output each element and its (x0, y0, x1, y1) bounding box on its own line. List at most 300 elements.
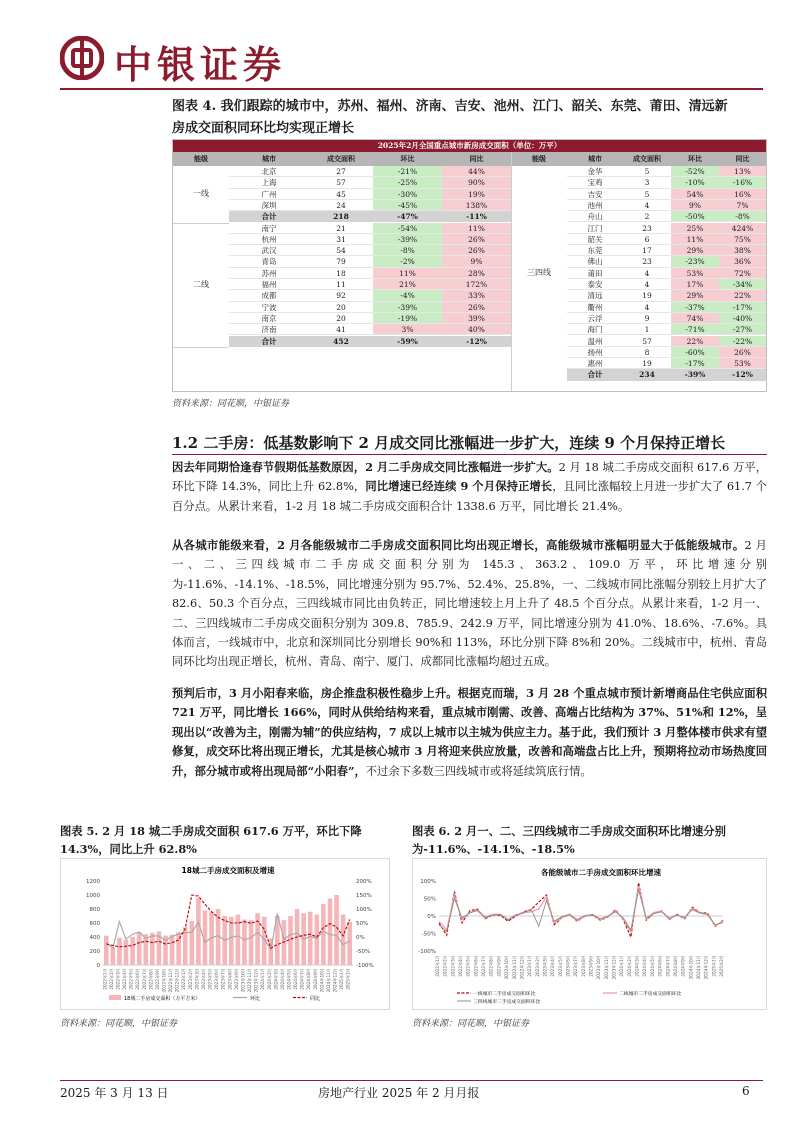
mom-line (106, 914, 349, 950)
x-tick-label: 2024年9月 (680, 955, 686, 977)
bar (249, 920, 254, 965)
table-cell-yoy: 26% (442, 234, 511, 245)
table-cell-city: 衢州 (567, 302, 623, 313)
table-header-cell: 环比 (688, 154, 702, 163)
x-tick-label: 2024年1月 (260, 968, 266, 990)
y-tick-label: 0% (427, 914, 436, 920)
x-tick-label: 2025年2月 (345, 968, 351, 990)
series-line (439, 886, 723, 932)
table-cell-area: 18 (309, 268, 373, 279)
x-tick-label: 2023年1月 (527, 955, 533, 977)
bar (321, 904, 326, 965)
table-header-cell: 能级 (532, 154, 546, 163)
bar (328, 899, 333, 966)
y-tick-label: 1200 (86, 879, 100, 885)
legend-label: 二线城市二手房成交面积环比 (619, 992, 682, 997)
table-cell-area: 17 (623, 245, 671, 256)
y-tick-label: 200 (89, 949, 100, 955)
table-cell-city: 惠州 (567, 358, 623, 369)
table-cell-city: 韶关 (567, 234, 623, 245)
x-tick-label: 2023年2月 (534, 955, 540, 977)
x-tick-label: 2024年5月 (649, 955, 655, 977)
x-tick-label: 2022年2月 (108, 968, 114, 990)
x-tick-label: 2023年3月 (194, 968, 200, 990)
x-tick-label: 2022年10月 (161, 968, 167, 993)
table-cell-city: 成都 (229, 290, 309, 301)
table-cell-city: 深圳 (229, 200, 309, 211)
table-cell-yoy: -12% (466, 336, 487, 346)
figure-6-source: 资料来源：同花顺，中银证券 (412, 1019, 530, 1029)
table-cell-city: 温州 (567, 336, 623, 347)
legend-label: 三四线城市二手房成交面积环比 (473, 1000, 541, 1005)
company-name: 中银证券 (114, 42, 287, 87)
figure-4-title-line2: 房成交面积同环比均实现正增长 (172, 121, 355, 136)
table-cell-area: 92 (309, 290, 373, 301)
x-tick-label: 2022年9月 (496, 955, 502, 977)
table-cell-yoy: 75% (719, 234, 766, 245)
bar (170, 935, 175, 965)
table-cell-area: 3 (623, 177, 671, 188)
table-row (229, 268, 511, 279)
table-cell-mom: -19% (373, 313, 442, 324)
table-row (567, 234, 766, 245)
table-cell-city: 池州 (567, 200, 623, 211)
footer-rule (60, 1080, 763, 1081)
table-cell-mom: 54% (671, 189, 719, 200)
table-row (229, 279, 511, 290)
paragraph-2-lead: 从各城市能级来看，2 月各能级城市二手房成交面积同比均出现正增长，高能级城市涨幅明显大于低能级城市。 (172, 538, 745, 552)
x-tick-label: 2024年8月 (306, 968, 312, 990)
table-cell-mom: -2% (373, 256, 442, 267)
bank-of-china-logo-icon (60, 36, 104, 80)
paragraph-1-body-a: 2 月 18 城二手房成交面积 617.6 万平，环比下降 14.3%，同比上升 62.8%， (172, 461, 768, 494)
table-row (567, 177, 766, 188)
table-cell-city: 泰安 (567, 279, 623, 290)
chart-title: 18城二手房成交面积及增速 (181, 866, 275, 875)
table-header-cell: 同比 (469, 154, 484, 163)
page-header (0, 0, 802, 92)
table-cell-area: 57 (623, 336, 671, 347)
table-cell-mom: 74% (671, 313, 719, 324)
table-cell-area: 4 (623, 302, 671, 313)
x-tick-label: 2023年4月 (550, 955, 556, 977)
x-tick-label: 2024年2月 (626, 955, 632, 977)
table-cell-city: 合计 (587, 370, 603, 380)
table-cell-area: 23 (623, 223, 671, 234)
table-header-cell: 成交面积 (327, 154, 355, 163)
tier-divider (173, 223, 229, 224)
x-tick-label: 2024年8月 (672, 955, 678, 977)
table-cell-area: 19 (623, 290, 671, 301)
bar (229, 917, 234, 965)
table-row (567, 324, 766, 335)
figure-4-table (172, 139, 767, 392)
footer-page-number: 6 (742, 1084, 750, 1098)
table-cell-area: 8 (623, 347, 671, 358)
y-tick-label: 50% (423, 896, 436, 903)
table-cell-area: 11 (309, 279, 373, 290)
table-cell-area: 1 (623, 324, 671, 335)
table-cell-city: 济南 (229, 324, 309, 335)
table-row (567, 302, 766, 313)
tier-divider (173, 347, 229, 348)
series-line (439, 883, 723, 937)
x-tick-label: 2023年8月 (227, 968, 233, 990)
table-cell-mom: -30% (373, 189, 442, 200)
table-cell-area: 4 (623, 200, 671, 211)
x-tick-label: 2022年9月 (154, 968, 160, 990)
bar (190, 921, 195, 965)
paragraph-3-tail: 不过余下多数三四线城市或将延续筑底行情。 (365, 764, 592, 778)
table-row (229, 166, 511, 177)
x-tick-label: 2024年2月 (266, 968, 272, 990)
table-cell-mom: -45% (373, 200, 442, 211)
x-tick-label: 2024年3月 (634, 955, 640, 977)
bar (130, 937, 135, 965)
table-cell-yoy: 38% (719, 245, 766, 256)
x-tick-label: 2023年12月 (611, 955, 617, 980)
bar (347, 922, 352, 965)
x-tick-label: 2022年6月 (473, 955, 479, 977)
table-cell-area: 20 (309, 302, 373, 313)
x-tick-label: 2022年1月 (435, 955, 440, 977)
table-cell-city: 苏州 (229, 268, 309, 279)
x-tick-label: 2022年5月 (128, 968, 134, 990)
y-tick-label: -50% (421, 931, 436, 938)
table-row (567, 313, 766, 324)
x-tick-label: 2022年5月 (465, 955, 471, 977)
table-row (229, 177, 511, 188)
figure-5-svg (61, 859, 389, 1009)
footer-report-name: 房地产行业 2025 年 2 月月报 (318, 1086, 480, 1100)
x-tick-label: 2022年1月 (102, 968, 108, 990)
table-cell-area: 23 (623, 256, 671, 267)
table-row (567, 189, 766, 200)
table-header-cell: 环比 (400, 154, 415, 163)
chart-title: 各能级城市二手房成交面积环比增速 (541, 868, 661, 877)
table-cell-mom: 9% (671, 200, 719, 211)
x-tick-label: 2024年4月 (279, 968, 285, 990)
paragraph-3 (172, 684, 767, 781)
table-cell-city: 南宁 (229, 223, 309, 234)
y-tick-label: 0 (96, 963, 100, 969)
legend-label: 同比 (310, 996, 321, 1002)
table-row (567, 279, 766, 290)
table-cell-city: 福州 (229, 279, 309, 290)
x-tick-label: 2022年4月 (122, 968, 128, 990)
x-tick-label: 2022年2月 (442, 955, 448, 977)
table-cell-yoy: 26% (442, 245, 511, 256)
y-tick-label: 600 (89, 921, 100, 927)
table-cell-city: 海门 (567, 324, 623, 335)
table-row (229, 256, 511, 267)
table-cell-area: 27 (309, 166, 373, 177)
y2-tick-label: 0% (356, 935, 365, 941)
table-cell-yoy: 7% (719, 200, 766, 211)
table-cell-mom: -71% (671, 324, 719, 335)
table-cell-yoy: 11% (442, 223, 511, 234)
table-cell-mom: -39% (684, 370, 706, 380)
bar (315, 915, 320, 965)
y-tick-label: -100% (418, 949, 436, 955)
y-tick-label: 100% (420, 879, 436, 885)
y2-tick-label: -50% (356, 949, 371, 955)
table-cell-area: 234 (639, 370, 655, 380)
table-cell-city: 武汉 (229, 245, 309, 256)
x-tick-label: 2025年2月 (719, 955, 724, 977)
table-cell-yoy: 72% (719, 268, 766, 279)
table-cell-city: 上海 (229, 177, 309, 188)
table-cell-yoy: -17% (719, 302, 766, 313)
table-cell-area: 21 (309, 223, 373, 234)
table-cell-mom: 29% (671, 245, 719, 256)
table-cell-area: 45 (309, 189, 373, 200)
figure-4-source: 资料来源：同花顺，中银证券 (172, 399, 290, 409)
table-cell-mom: -47% (397, 212, 418, 222)
y-tick-label: 800 (89, 907, 100, 913)
paragraph-1-highlight: 同比增速已经连续 9 个月保持正增长 (365, 479, 553, 494)
table-cell-area: 20 (309, 313, 373, 324)
table-cell-mom: 11% (373, 268, 442, 279)
table-cell-mom: -39% (373, 234, 442, 245)
figure-6-svg (413, 859, 766, 1009)
table-cell-mom: -59% (397, 336, 418, 346)
table-cell-yoy: 138% (442, 200, 511, 211)
bar (282, 920, 287, 965)
figure-6-chart (412, 858, 767, 1010)
x-tick-label: 2024年3月 (273, 968, 279, 990)
x-tick-label: 2023年7月 (220, 968, 226, 990)
table-cell-yoy: -16% (719, 177, 766, 188)
table-cell-yoy: 9% (442, 256, 511, 267)
section-title: 1.2 二手房：低基数影响下 2 月成交同比涨幅进一步扩大，连续 9 个月保持正增长 (172, 434, 726, 452)
table-cell-mom: -54% (373, 223, 442, 234)
table-row (567, 358, 766, 369)
table-cell-yoy: -27% (719, 324, 766, 335)
bar (104, 936, 109, 965)
table-cell-mom: 3% (373, 324, 442, 335)
table-cell-yoy: 26% (719, 347, 766, 358)
table-header-right (511, 152, 766, 166)
table-cell-mom: -10% (671, 177, 719, 188)
table-cell-area: 31 (309, 234, 373, 245)
x-tick-label: 2022年11月 (511, 955, 517, 980)
figure-5-title: 图表 5. 2 月 18 城二手房成交面积 617.6 万平，环比下降 14.3%，同比上升 62.8% (60, 824, 362, 856)
x-tick-label: 2022年8月 (488, 955, 494, 977)
bar (137, 932, 142, 965)
y2-tick-label: 50% (356, 921, 369, 927)
table-row (567, 200, 766, 211)
table-cell-area: 41 (309, 324, 373, 335)
y2-tick-label: 200% (356, 879, 372, 885)
table-cell-mom: 25% (671, 223, 719, 234)
table-cell-city: 合计 (261, 212, 277, 222)
tier-label: 一线 (193, 189, 209, 199)
x-tick-label: 2024年12月 (703, 955, 709, 980)
bar (288, 916, 293, 965)
table-cell-area: 79 (309, 256, 373, 267)
table-cell-yoy: 44% (442, 166, 511, 177)
table-cell-area: 9 (623, 313, 671, 324)
bar (124, 940, 129, 965)
bar (196, 898, 201, 965)
paragraph-2 (172, 536, 767, 672)
table-header-cell: 城市 (588, 154, 602, 163)
table-cell-mom: -39% (373, 302, 442, 313)
table-row (567, 347, 766, 358)
paragraph-1 (172, 458, 767, 516)
table-row (567, 290, 766, 301)
table-total-row (229, 336, 511, 347)
table-row (567, 166, 766, 177)
table-row (229, 302, 511, 313)
table-cell-area: 57 (309, 177, 373, 188)
x-tick-label: 2024年7月 (299, 968, 305, 990)
table-cell-mom: -8% (373, 245, 442, 256)
figure-5-source: 资料来源：同花顺，中银证券 (60, 1019, 178, 1029)
table-cell-area: 218 (333, 212, 349, 222)
legend-swatch-bar (109, 995, 121, 1000)
header-rule (60, 88, 763, 90)
x-tick-label: 2023年10月 (240, 968, 246, 993)
x-tick-label: 2022年12月 (519, 955, 525, 980)
x-tick-label: 2023年6月 (565, 955, 571, 977)
table-cell-yoy: 26% (442, 302, 511, 313)
table-total-row (229, 211, 511, 222)
table-row (567, 245, 766, 256)
table-cell-mom: -37% (671, 302, 719, 313)
y2-tick-label: 150% (356, 893, 372, 899)
table-cell-yoy: 172% (442, 279, 511, 290)
table-cell-mom: -17% (671, 358, 719, 369)
x-tick-label: 2024年12月 (332, 968, 338, 993)
table-cell-city: 佛山 (567, 256, 623, 267)
table-row (229, 234, 511, 245)
x-tick-label: 2024年1月 (619, 955, 625, 977)
series-line (439, 890, 723, 932)
table-cell-city: 广州 (229, 189, 309, 200)
table-cell-city: 吉安 (567, 189, 623, 200)
x-tick-label: 2023年5月 (557, 955, 563, 977)
table-row (229, 290, 511, 301)
footer-date: 2025 年 3 月 13 日 (60, 1086, 169, 1100)
table-cell-city: 莆田 (567, 268, 623, 279)
table-cell-city: 宝鸡 (567, 177, 623, 188)
paragraph-3-lead: 预判后市，3 月小阳春来临，房企推盘积极性稳步上升。根据克而瑞，3 月 28 个重点城市预计新增商品住宅供应面积 721 万平，同比增长 166%，同时从供给结构来看，重点城市刚需、改善、高端占比结构为 37%、51%和 12%，呈现出以“改善为主，刚需为辅”的供应结构，7 成以上城市以主城为供应主力。基于此，我们预计 3 月整体楼市供求有望修复，成交环比将出现正增长，尤其是核心城市 3 月将迎来供应放量，改善和高端盘占比上升，预期将拉动市场热度回升，部分城市或将出现局部“小阳春”， (172, 686, 767, 778)
paragraph-2-body: 2 月一、二、三四线城市二手房成交面积分别为 145.3、363.2、109.0 万平，环比增速分别为-11.6%、-14.1%、-18.5%，同比增速分别为 95.7%、52.4%、25.8%，一、二线城市同比涨幅分别较上月扩大了 82.6、50.3 个百分点，三四线城市同比由负转正，同比增速较上月上升了 48.5 个百分点。从累计来看，1-2 月一、二、三四线城市二手房成交面积分别为 309.8、785.9、242.9 万平，同比增速分别为 41.0%、18.6%、-7.6%。具体而言，一线城市中，北京和深圳同比分别增长 90%和 113%，环比分别下降 8%和 20%。二线城市中，杭州、青岛同环比均出现正增长，杭州、青岛、南宁、厦门、成都同比涨幅均超过五成。 (172, 539, 767, 669)
table-row (567, 211, 766, 222)
table-cell-city: 云浮 (567, 313, 623, 324)
figure-4-title-line1: 图表 4. 我们跟踪的城市中，苏州、福州、济南、吉安、池州、江门、韶关、东莞、莆田、清远新 (172, 99, 728, 114)
table-cell-yoy: -34% (719, 279, 766, 290)
table-cell-yoy: -12% (732, 370, 753, 380)
table-cell-area: 2 (623, 211, 671, 222)
table-header-cell: 成交面积 (633, 154, 661, 163)
table-cell-yoy: 36% (719, 256, 766, 267)
x-tick-label: 2023年4月 (200, 968, 206, 990)
y2-tick-label: 100% (356, 907, 372, 913)
y2-tick-label: -100% (356, 963, 374, 969)
table-cell-yoy: 33% (442, 290, 511, 301)
table-row (567, 223, 766, 234)
x-tick-label: 2025年1月 (339, 968, 345, 990)
x-tick-label: 2022年8月 (148, 968, 154, 990)
table-cell-city: 舟山 (567, 211, 623, 222)
x-tick-label: 2022年4月 (458, 955, 464, 977)
x-tick-label: 2024年6月 (293, 968, 299, 990)
table-caption: 2025年2月全国重点城市新房成交面积（单位：万平） (173, 140, 766, 152)
x-tick-label: 2023年5月 (207, 968, 213, 990)
table-cell-yoy: -40% (719, 313, 766, 324)
table-row (229, 223, 511, 234)
table-cell-mom: -4% (373, 290, 442, 301)
x-tick-label: 2022年10月 (504, 955, 510, 980)
x-tick-label: 2022年7月 (141, 968, 147, 990)
paragraph-1-body-b: ，且同比涨幅较上月进一步扩大了 61.7 个百分点。从累计来看，1-2 月 18 城二手房成交面积合计 1338.6 万平，同比增长 21.4%。 (172, 480, 767, 513)
table-cell-area: 24 (309, 200, 373, 211)
table-cell-yoy: 13% (719, 166, 766, 177)
table-cell-mom: -52% (671, 166, 719, 177)
table-cell-mom: -50% (671, 211, 719, 222)
bar (111, 948, 116, 966)
table-cell-yoy: 53% (719, 358, 766, 369)
table-cell-mom: -25% (373, 177, 442, 188)
table-cell-yoy: 424% (719, 223, 766, 234)
table-cell-city: 南京 (229, 313, 309, 324)
table-header-cell: 城市 (262, 154, 276, 163)
x-tick-label: 2023年6月 (214, 968, 220, 990)
bar (242, 920, 247, 966)
table-cell-city: 合计 (261, 336, 277, 346)
yoy-line (106, 895, 349, 948)
table-cell-area: 452 (333, 336, 349, 346)
table-cell-yoy: -11% (466, 212, 487, 222)
bar (150, 933, 155, 965)
figure-4-title (172, 96, 767, 140)
x-tick-label: 2023年8月 (580, 955, 586, 977)
table-cell-city: 青岛 (229, 256, 309, 267)
table-cell-mom: 21% (373, 279, 442, 290)
table-cell-area: 54 (309, 245, 373, 256)
table-cell-yoy: 39% (442, 313, 511, 324)
x-tick-label: 2023年3月 (542, 955, 548, 977)
x-tick-label: 2023年9月 (588, 955, 594, 977)
x-tick-label: 2024年9月 (312, 968, 318, 990)
x-tick-label: 2022年11月 (168, 968, 174, 993)
table-cell-city: 扬州 (567, 347, 623, 358)
table-cell-yoy: 19% (442, 189, 511, 200)
legend-label: 18城二手房成交面积（万平方米） (124, 996, 201, 1002)
table-cell-mom: -60% (671, 347, 719, 358)
table-cell-mom: 53% (671, 268, 719, 279)
x-tick-label: 2024年7月 (665, 955, 671, 977)
table-cell-city: 金华 (567, 166, 623, 177)
table-cell-area: 19 (623, 358, 671, 369)
table-cell-yoy: 22% (719, 290, 766, 301)
x-tick-label: 2022年6月 (135, 968, 141, 990)
bar (341, 915, 346, 965)
x-tick-label: 2024年10月 (319, 968, 325, 993)
x-tick-label: 2022年12月 (174, 968, 180, 993)
table-cell-city: 宁波 (229, 302, 309, 313)
table-total-row (567, 369, 766, 380)
x-tick-label: 2023年11月 (247, 968, 253, 993)
x-tick-label: 2025年1月 (711, 955, 717, 977)
table-cell-city: 北京 (229, 166, 309, 177)
table-row (229, 245, 511, 256)
table-row (229, 324, 511, 335)
table-cell-mom: 22% (671, 336, 719, 347)
